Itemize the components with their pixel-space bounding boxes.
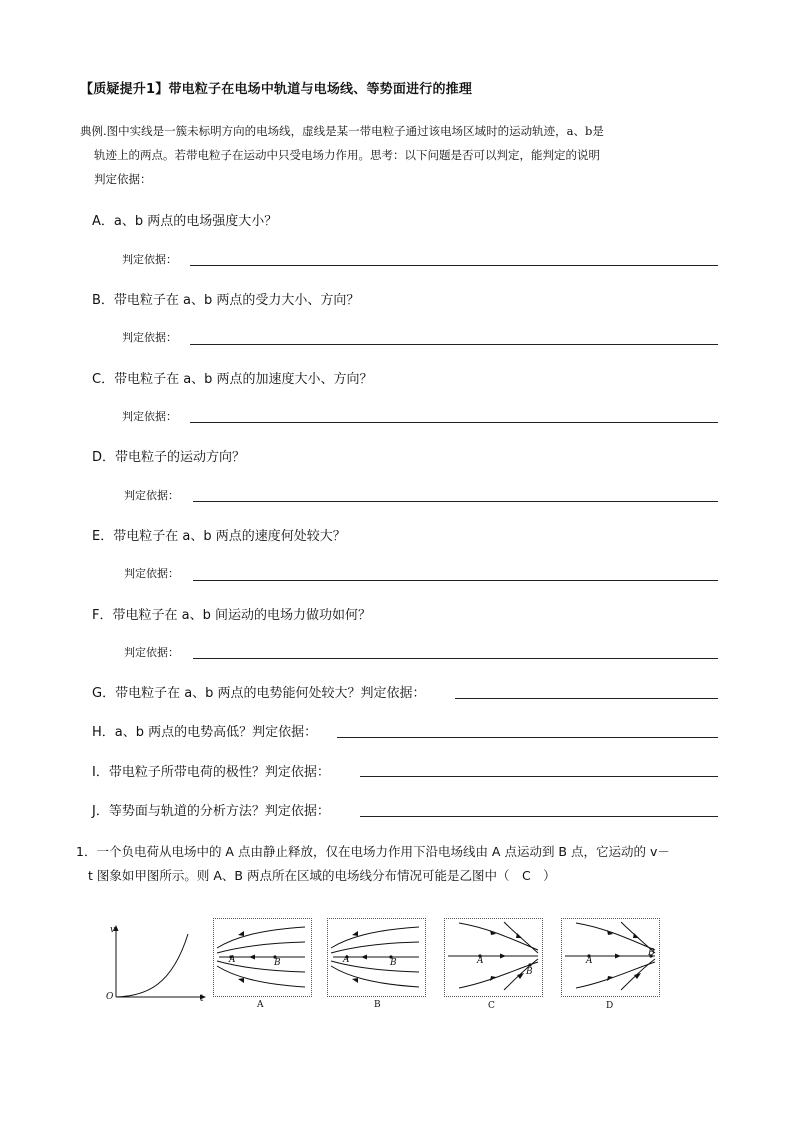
basis-label-f: 判定依据： (124, 646, 179, 659)
answer-line-g[interactable] (455, 698, 718, 699)
answer-line-h[interactable] (337, 737, 718, 738)
answer-line-e[interactable] (193, 580, 718, 581)
question-f: F．带电粒子在 a、b 间运动的电场力做功如何？ (92, 608, 371, 623)
intro-line-1 (80, 119, 720, 143)
question-h: H．a、b 两点的电势高低？判定依据： (92, 725, 318, 740)
panel-b-caption: B (374, 1000, 381, 1010)
vt-graph (102, 922, 208, 1008)
question-i: I．带电粒子所带电荷的极性？判定依据： (92, 765, 330, 780)
answer-line-a[interactable] (190, 265, 718, 266)
panel-b-point-b: B (390, 958, 397, 968)
answer-line-f[interactable] (193, 658, 718, 659)
basis-label-d: 判定依据： (124, 489, 179, 502)
panel-b-point-a: A (343, 955, 350, 965)
basis-label-e: 判定依据： (124, 567, 179, 580)
intro-line-2: 轨迹上的两点。若带电粒子在运动中只受电场力作用。思考：以下问题是否可以判定，能判定的说明 (94, 148, 600, 162)
question-b: B．带电粒子在 a、b 两点的受力大小、方向？ (92, 293, 360, 308)
panel-a-caption: A (257, 1000, 264, 1010)
graph-t-label: t (200, 994, 204, 1004)
section-title: 【质疑提升1】带电粒子在电场中轨道与电场线、等势面进行的推理 (80, 82, 473, 97)
question-e: E．带电粒子在 a、b 两点的速度何处较大？ (92, 529, 346, 544)
intro-line-3: 判定依据： (94, 172, 152, 186)
question-a: A．a、b 两点的电场强度大小？ (92, 214, 278, 229)
panel-a-point-a: A (229, 955, 236, 965)
problem-1 (76, 840, 726, 888)
panel-c-point-a: A (477, 956, 484, 966)
graph-v-label: v (110, 925, 116, 935)
answer-line-d[interactable] (193, 501, 718, 502)
field-lines-b (327, 918, 424, 995)
example-intro (80, 119, 720, 191)
question-d: D．带电粒子的运动方向？ (92, 450, 246, 465)
problem-1-line-2: t 图象如甲图所示。则 A、B 两点所在区域的电场线分布情况可能是乙图中（ C ） (88, 868, 556, 883)
field-lines-d (561, 918, 658, 995)
graph-origin-label: O (106, 992, 114, 1002)
question-j: J．等势面与轨道的分析方法？判定依据： (92, 804, 330, 819)
answer-line-i[interactable] (360, 776, 718, 777)
panel-c-caption: C (488, 1001, 495, 1011)
intro-text-1: 图中实线是一簇未标明方向的电场线，虚线是某一带电粒子通过该电场区域时的运动轨迹，a、b是 (106, 124, 604, 138)
question-g: G．带电粒子在 a、b 两点的电势能何处较大？判定依据： (92, 686, 426, 701)
panel-d-point-b: B (648, 948, 655, 958)
answer-line-c[interactable] (190, 422, 718, 423)
panel-d-caption: D (606, 1001, 614, 1011)
basis-label-b: 判定依据： (122, 331, 177, 344)
field-lines-a (213, 918, 310, 995)
basis-label-a: 判定依据： (122, 253, 177, 266)
problem-1-line-1: 1．一个负电荷从电场中的 A 点由静止释放，仅在电场力作用下沿电场线由 A 点运动到 B 点，它运动的 v－ (76, 844, 670, 859)
answer-line-j[interactable] (360, 816, 718, 817)
panel-c-point-b: B (526, 967, 533, 977)
panel-a-point-b: B (274, 958, 281, 968)
field-lines-c (444, 918, 541, 995)
question-c: C．带电粒子在 a、b 两点的加速度大小、方向？ (92, 372, 373, 387)
panel-d-point-a: A (586, 956, 593, 966)
answer-line-b[interactable] (190, 344, 718, 345)
basis-label-c: 判定依据： (122, 410, 177, 423)
vt-curve (116, 934, 188, 997)
intro-label: 典例. (80, 124, 107, 138)
